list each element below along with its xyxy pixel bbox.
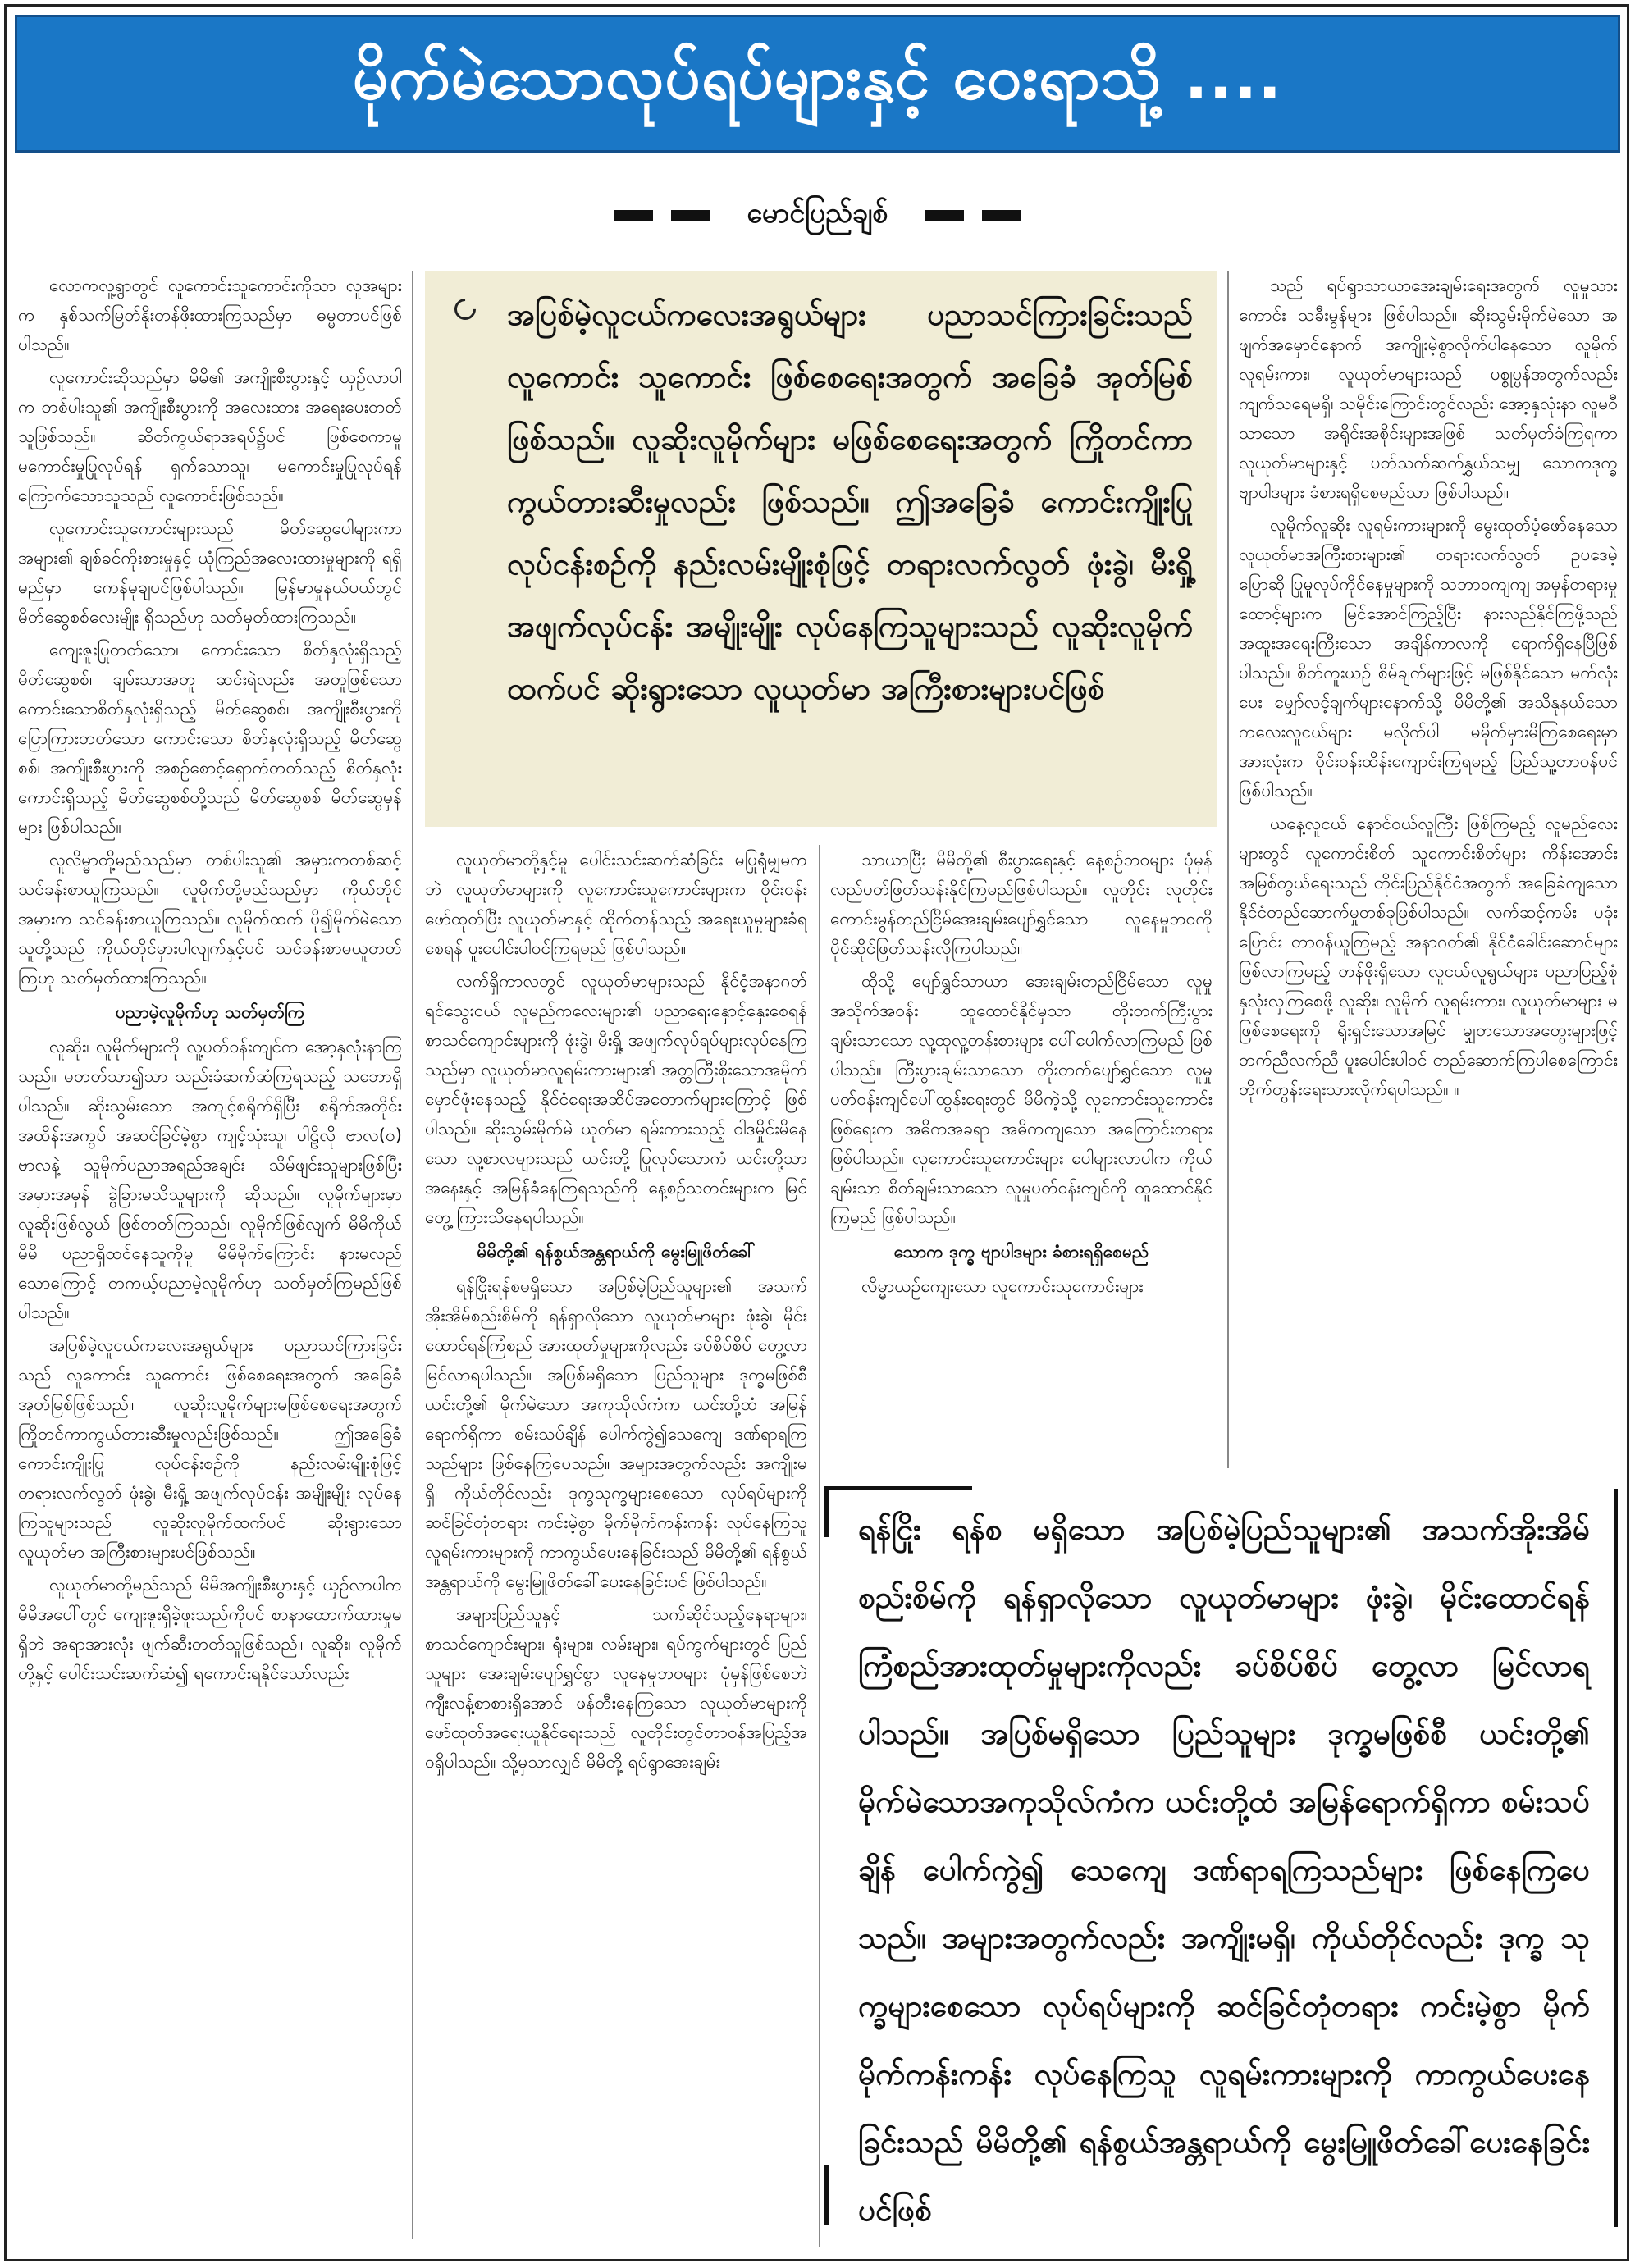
body-paragraph: အများပြည်သူနှင့် သက်ဆိုင်သည့်နေရာများ၊ စာသင်ကျောင်းများ၊ ရုံးများ၊ လမ်းများ၊ ရပ်ကွက်များတွင် ပြည်သူများ အေးချမ်းပျော်ရွှင်စွာ လူနေမှုဘဝများ ပုံမှန်ဖြစ်စေဘဲ ကျီးလန့်စာစားရှိအောင် ဖန်တီးနေကြသော လူယုတ်မာများကို ဖော်ထုတ်အရေးယူနိုင်ရေးသည် လူတိုင်းတွင်တာဝန်အပြည့်အဝရှိပါသည်။ သို့မှသာလျှင် မိမိတို့ ရပ်ရွာအေးချမ်း	[425, 1604, 807, 1772]
subheading: ပညာမဲ့လူမိုက်ဟု သတ်မှတ်ကြ	[115, 1002, 305, 1022]
column-divider	[1227, 271, 1229, 1468]
body-paragraph: လူကောင်းသူကောင်းများသည် မိတ်ဆွေပေါများကာ အများ၏ ချစ်ခင်ကိုးစားမှုနှင့် ယုံကြည်အလေးထားမှုများကို ရရှိမည်မှာ ကေန်မုချပင်ဖြစ်ပါသည်။ မြန်မာမှုနယ်ပယ်တွင် မိတ်ဆွေစစ်လေးမျိုး ရှိသည်ဟု သတ်မှတ်ထားကြသည်။	[18, 518, 402, 627]
body-paragraph: လူကောင်းဆိုသည်မှာ မိမိ၏ အကျိုးစီးပွားနှင့် ယှဉ်လာပါက တစ်ပါးသူ၏ အကျိုးစီးပွားကို အလေးထား အရေးပေးတတ်သူဖြစ်သည်။ ဆိတ်ကွယ်ရာအရပ်၌ပင် ဖြစ်စေကာမူ မကောင်းမှုပြုလုပ်ရန် ရှက်သောသူ၊ မကောင်းမှုပြုလုပ်ရန် ကြောက်သောသူသည် လူကောင်းဖြစ်သည်။	[18, 367, 402, 505]
pull-quote-text: ရန်ငြိုး ရန်စ မရှိသော အပြစ်မဲ့ပြည်သူများ၏ အသက်အိုးအိမ်စည်းစိမ်ကို ရန်ရှာလိုသော လူယုတ်မာများ ဖုံးခွဲ၊ မိုင်းထောင်ရန်ကြံစည်အားထုတ်မှုများကိုလည်း ခပ်စိပ်စိပ် တွေ့လာ မြင်လာရပါသည်။ အပြစ်မရှိသော ပြည်သူများ ဒုက္ခမဖြစ်စီ ယင်းတို့၏ မိုက်မဲသောအကုသိုလ်ကံက ယင်းတို့ထံ အမြန်ရောက်ရှိကာ စမ်းသပ်ချိန် ပေါက်ကွဲ၍ သေကျေ ဒဏ်ရာရကြသည်များ ဖြစ်နေကြပေသည်။ အများအတွက်လည်း အကျိုးမရှိ၊ ကိုယ်တိုင်လည်း ဒုက္ခ သုက္ခများစေသော လုပ်ရပ်များကို ဆင်ခြင်တုံတရား ကင်းမဲ့စွာ မိုက်မိုက်ကန်းကန်း လုပ်နေကြသူ လူရမ်းကားများကို ကာကွယ်ပေးနေခြင်းသည် မိမိတို့၏ ရန်စွယ်အန္တရာယ်ကို မွေးမြူဖိတ်ခေါ်ပေးနေခြင်းပင်ဖြစ်	[858, 1512, 1590, 2227]
body-paragraph: အပြစ်မဲ့လူငယ်ကလေးအရွယ်များ ပညာသင်ကြားခြင်းသည် လူကောင်း သူကောင်း ဖြစ်စေရေးအတွက် အခြေခံအုတ်မြစ်ဖြစ်သည်။ လူဆိုးလူမိုက်များမဖြစ်စေရေးအတွက်ကြိုတင်ကာကွယ်တားဆီးမှုလည်းဖြစ်သည်။ ဤအခြေခံ ကောင်းကျိုးပြု လုပ်ငန်းစဉ်ကို နည်းလမ်းမျိုးစုံဖြင့် တရားလက်လွတ် ဖုံးခွဲ၊ မီးရှို့ အဖျက်လုပ်ငန်း အမျိုးမျိုး လုပ်နေကြသူများသည် လူဆိုးလူမိုက်ထက်ပင် ဆိုးရွားသော လူယုတ်မာ အကြီးစားများပင်ဖြစ်သည်။	[18, 1335, 402, 1562]
body-paragraph: ကျေးဇူးပြုတတ်သော၊ ကောင်းသော စိတ်နှလုံးရှိသည့် မိတ်ဆွေစစ်၊ ချမ်းသာအတူ ဆင်းရဲလည်း အတူဖြစ်သော ကောင်းသောစိတ်နှလုံးရှိသည့် မိတ်ဆွေစစ်၊ အကျိုးစီးပွားကို ပြောကြားတတ်သော ကောင်းသော စိတ်နှလုံးရှိသည့် မိတ်ဆွေစစ်၊ အကျိုးစီးပွားကို အစဉ်စောင့်ရှောက်တတ်သည့် စိတ်နှလုံးကောင်းရှိသည့် မိတ်ဆွေစစ်တို့သည် မိတ်ဆွေစစ် မိတ်ဆွေမှန်များ ဖြစ်ပါသည်။	[18, 640, 402, 837]
byline-dash	[925, 210, 964, 221]
body-paragraph: လူယုတ်မာတို့နှင့်မူ ပေါင်းသင်းဆက်ဆံခြင်း မပြုရုံမျှမကဘဲ လူယုတ်မာများကို လူကောင်းသူကောင်းများက ဝိုင်းဝန်းဖော်ထုတ်ပြီး လူယုတ်မာနှင့် ထိုက်တန်သည့် အရေးယူမှုများခံရစေရန် ပူးပေါင်းပါဝင်ကြရမည် ဖြစ်ပါသည်။	[425, 850, 807, 958]
body-paragraph: သည် ရပ်ရွာသာယာအေးချမ်းရေးအတွက် လူမှုသားကောင်း သခီးမွန်များ ဖြစ်ပါသည်။ ဆိုးသွမ်းမိုက်မဲသော အဖျက်အမှောင်နောက် အကျိုးမဲ့စွာလိုက်ပါနေသော လူမိုက်လူရမ်းကား၊ လူယုတ်မာများသည် ပစ္စုပ္ပန်အတွက်လည်း ကျက်သရေမရှိ၊ သမိုင်းကြောင်းတွင်လည်း အော့နှလုံးနာ လူမဝီသာသော အရိုင်းအစိုင်းများအဖြစ် သတ်မှတ်ခံကြရကာ လူယုတ်မာများနှင့် ပတ်သက်ဆက်နွှယ်သမျှ သောကဒုက္ခ ဗျာပါဒများ ခံစားရရှိစေမည်သာ ဖြစ်ပါသည်။	[1239, 276, 1618, 502]
body-paragraph: လက်ရှိကာလတွင် လူယုတ်မာများသည် နိုင်ငံ့အနာဂတ် ရင်သွေးငယ် လူမည်ကလေးများ၏ ပညာရေးနှောင့်နှေးစေရန် စာသင်ကျောင်းများကို ဖုံးခွဲ၊ မီးရှို့ အဖျက်လုပ်ရပ်များလုပ်နေကြသည်မှာ လူယုတ်မာလူရမ်းကားများ၏ အတ္တကြီးစိုးသောအမိုက်မှောင်ဖုံးနေသည့် နိုင်ငံရေးအဆိပ်အတောက်များကြောင့် ဖြစ်ပါသည်။ ဆိုးသွမ်းမိုက်မဲ ယုတ်မာ ရမ်းကားသည့် ဝါဒမှိုင်းမိနေသော လူ့စာလများသည် ယင်းတို့ ပြုလုပ်သောကံ ယင်းတို့သာ အနေးနှင့် အမြန်ခံနေကြရသည်ကို နေ့စဉ်သတင်းများက မြင်တွေ့ ကြားသိနေရပါသည်။	[425, 971, 807, 1227]
byline-dash	[982, 210, 1021, 221]
body-paragraph: လိမ္မာယဉ်ကျေးသော လူကောင်းသူကောင်းများ	[861, 1276, 1144, 1296]
column-2	[425, 845, 807, 2247]
pull-quote-bar	[824, 1486, 829, 1537]
column-1	[18, 271, 402, 2247]
body-paragraph: လူလိမ္မာတို့မည်သည်မှာ တစ်ပါးသူ၏ အမှားကတစ်ဆင့် သင်ခန်းစာယူကြသည်။ လူမိုက်တို့မည်သည်မှာ ကိုယ်တိုင်အမှားက သင်ခန်းစာယူကြသည်။ လူမိုက်ထက် ပို၍မိုက်မဲသောသူတို့သည် ကိုယ်တိုင်မှားပါလျက်နှင့်ပင် သင်ခန်းစာမယူတတ်ကြဟု သတ်မှတ်ထားကြသည်။	[18, 850, 402, 988]
highlight-box	[425, 271, 1217, 827]
column-divider	[819, 845, 820, 2247]
byline-dash	[614, 210, 653, 221]
subheading: သောက ဒုက္ခ ဗျာပါဒများ ခံစားရရှိစေမည်	[893, 1242, 1149, 1262]
column-divider	[412, 271, 413, 2239]
body-paragraph: လောကလူ့ရွာတွင် လူကောင်းသူကောင်းကိုသာ လူအများက နှစ်သက်မြတ်နိုးတန်ဖိုးထားကြသည်မှာ ဓမ္မတာပင်ဖြစ်ပါသည်။	[18, 276, 402, 354]
column-3	[830, 845, 1213, 1468]
column-4	[1239, 271, 1618, 1468]
body-paragraph: ယနေ့လူငယ် နောင်ဝယ်လူကြီး ဖြစ်ကြမည့် လူမည်လေးများတွင် လူကောင်းစိတ် သူကောင်းစိတ်များ ကိန်းအောင်းအမြစ်တွယ်ရေးသည် တိုင်းပြည်နိုင်ငံအတွက် အခြေခံကျသော နိုင်ငံတည်ဆောက်မှုတစ်ခုဖြစ်ပါသည်။ လက်ဆင့်ကမ်း ပခုံးပြောင်း တာဝန်ယူကြမည့် အနာဂတ်၏ နိုင်ငံခေါင်းဆောင်များ ဖြစ်လာကြမည့် တန်ဖိုးရှိသော လူငယ်လူရွယ်များ ပညာပြည့်စုံ နှလုံးလှကြစေဖို့ လူဆိုး၊ လူမိုက် လူရမ်းကား၊ လူယုတ်မာများ မဖြစ်စေရေးကို ရိုးရှင်းသောအမြင် မျှတသောအတွေးများဖြင့် တက်ညီလက်ညီ ပူးပေါင်းပါဝင် တည်ဆောက်ကြပါစေကြောင်း တိုက်တွန်းရေးသားလိုက်ရပါသည်။ ။	[1239, 814, 1618, 1099]
author-name: မောင်ပြည်ချစ်	[747, 196, 888, 230]
body-paragraph: လူမိုက်လူဆိုး လူရမ်းကားများကို မွေးထုတ်ပံ့ဖော်နေသော လူယုတ်မာအကြီးစားများ၏ တရားလက်လွတ် ဥပဒေမဲ့ ပြောဆို ပြုမူလုပ်ကိုင်နေမှုများကို သဘာဝကျကျ အမှန်တရားမှုထောင့်များက မြင်အောင်ကြည့်ပြီး နားလည်နိုင်ကြဖို့သည် အထူးအရေးကြီးသော အချိန်ကာလကို ရောက်ရှိနေပြီဖြစ်ပါသည်။ စိတ်ကူးယဉ် စိမ်ချက်များဖြင့် မဖြစ်နိုင်သော မက်လုံးပေး မျှော်လင့်ချက်များနောက်သို့ မိမိတို့၏ အသိနုနယ်သော ကလေးလူငယ်များ မလိုက်ပါ မမိုက်မှားမိကြစေရေးမှာ အားလုံးက ဝိုင်းဝန်းထိန်းကျောင်းကြရမည့် ပြည်သူ့တာဝန်ပင် ဖြစ်ပါသည်။	[1239, 515, 1618, 801]
body-paragraph: သာယာပြီး မိမိတို့၏ စီးပွားရေးနှင့် နေ့စဉ်ဘဝများ ပုံမှန်လည်ပတ်ဖြတ်သန်းနိုင်ကြမည်ဖြစ်ပါသည်။ လူတိုင်း လူတိုင်း ကောင်းမွန်တည်ငြိမ်အေးချမ်းပျော်ရွှင်သော လူနေမှုဘဝကို ပိုင်ဆိုင်ဖြတ်သန်းလိုကြပါသည်။	[830, 850, 1213, 958]
highlight-text: အပြစ်မဲ့လူငယ်ကလေးအရွယ်များ ပညာသင်ကြားခြင်းသည် လူကောင်း သူကောင်း ဖြစ်စေရေးအတွက် အခြေခံ အုတ်မြစ်ဖြစ်သည်။ လူဆိုးလူမိုက်များ မဖြစ်စေရေးအတွက် ကြိုတင်ကာကွယ်တားဆီးမှုလည်း ဖြစ်သည်။ ဤအခြေခံ ကောင်းကျိုးပြု လုပ်ငန်းစဉ်ကို နည်းလမ်းမျိုးစုံဖြင့် တရားလက်လွတ် ဖုံးခွဲ၊ မီးရှို့ အဖျက်လုပ်ငန်း အမျိုးမျိုး လုပ်နေကြသူများသည် လူဆိုးလူမိုက်ထက်ပင် ဆိုးရွားသော လူယုတ်မာ အကြီးစားများပင်ဖြစ်	[507, 297, 1193, 706]
pull-quote-bar	[824, 2165, 829, 2225]
title-banner	[15, 15, 1620, 153]
body-paragraph: လူယုတ်မာတို့မည်သည် မိမိအကျိုးစီးပွားနှင့် ယှဉ်လာပါက မိမိအပေါ်တွင် ကျေးဇူးရှိခဲ့ဖူးသည်ကိုပင် စာနာထောက်ထားမှုမရှိဘဲ အရာအားလုံး ဖျက်ဆီးတတ်သူဖြစ်သည်။ လူဆိုး၊ လူမိုက်တို့နှင့် ပေါင်းသင်းဆက်ဆံ၍ ရကောင်းရနိုင်သော်လည်း	[18, 1575, 402, 1683]
body-paragraph: ထိုသို့ ပျော်ရွှင်သာယာ အေးချမ်းတည်ငြိမ်သော လူမှုအသိုက်အဝန်း ထူထောင်နိုင်မှသာ တိုးတက်ကြီးပွားချမ်းသာသော လူ့ထုလူ့တန်းစားများ ပေါ်ပေါက်လာကြမည် ဖြစ်ပါသည်။ ကြီးပွားချမ်းသာသော တိုးတက်ပျော်ရွှင်သော လူမှုပတ်ဝန်းကျင်ပေါ်ထွန်းရေးတွင် မိမိကဲ့သို့ လူကောင်းသူကောင်းဖြစ်ရေးက အဓိကအခရာ အဓိကကျသော အကြောင်းတရားဖြစ်ပါသည်။ လူကောင်းသူကောင်းများ ပေါများလာပါက ကိုယ်ချမ်းသာ စိတ်ချမ်းသာသော လူမှုပတ်ဝန်းကျင်ကို ထူထောင်နိုင်ကြမည် ဖြစ်ပါသည်။	[830, 971, 1213, 1227]
pull-quote-box	[830, 1489, 1618, 2227]
subheading: မိမိတို့၏ ရန်စွယ်အန္တရာယ်ကို မွေးမြူဖိတ်ခေါ်	[477, 1242, 756, 1262]
body-paragraph: ရန်ငြိုးရန်စမရှိသော အပြစ်မဲ့ပြည်သူများ၏ အသက်အိုးအိမ်စည်းစိမ်ကို ရန်ရှာလိုသော လူယုတ်မာများ ဖုံးခွဲ၊ မိုင်းထောင်ရန်ကြံစည် အားထုတ်မှုများကိုလည်း ခပ်စိပ်စိပ် တွေ့လာမြင်လာရပါသည်။ အပြစ်မရှိသော ပြည်သူများ ဒုက္ခမဖြစ်စီ ယင်းတို့၏ မိုက်မဲသော အကုသိုလ်ကံက ယင်းတို့ထံ အမြန်ရောက်ရှိကာ စမ်းသပ်ချိန် ပေါက်ကွဲ၍သေကျေ ဒဏ်ရာရကြသည်များ ဖြစ်နေကြပေသည်။ အများအတွက်လည်း အကျိုးမရှိ၊ ကိုယ်တိုင်လည်း ဒုက္ခသုက္ခများစေသော လုပ်ရပ်များကို ဆင်ခြင်တုံတရား ကင်းမဲ့စွာ မိုက်မိုက်ကန်းကန်း လုပ်နေကြသူ လူရမ်းကားများကို ကာကွယ်ပေးနေခြင်းသည် မိမိတို့၏ ရန်စွယ်အန္တရာယ်ကို မွေးမြူဖိတ်ခေါ်ပေးနေခြင်းပင် ဖြစ်ပါသည်။	[425, 1276, 807, 1591]
byline-dash	[671, 210, 710, 221]
page-title: မိုက်မဲသောလုပ်ရပ်များနှင့် ဝေးရာသို့ ....	[352, 40, 1283, 113]
byline	[0, 190, 1635, 240]
body-paragraph: လူဆိုး၊ လူမိုက်များကို လူ့ပတ်ဝန်းကျင်က အော့နှလုံးနာကြသည်။ မတတ်သာ၍သာ သည်းခံဆက်ဆံကြရသည့် သဘောရှိပါသည်။ ဆိုးသွမ်းသော အကျင့်စရိုက်ရှိပြီး စရိုက်အတိုင်း အထိန်းအကွပ် အဆင်ခြင်မဲ့စွာ ကျင့်သုံးသူ၊ ပါဠိလို ဗာလ(ဝ) ဗာလနဲ့ သူမိုက်ပညာအရည်အချင်း သိမ်ဖျင်းသူများဖြစ်ပြီး အမှားအမှန် ခွဲခြားမသိသူများကို ဆိုသည်။ လူမိုက်များမှာ လူဆိုးဖြစ်လွယ် ဖြစ်တတ်ကြသည်။ လူမိုက်ဖြစ်လျက် မိမိကိုယ်မိမိ ပညာရှိထင်နေသူကိုမူ မိမိမိုက်ကြောင်း နားမလည်သောကြောင့် တကယ့်ပညာမဲ့လူမိုက်ဟု သတ်မှတ်ကြမည်ဖြစ်ပါသည်။	[18, 1037, 402, 1322]
bullet-icon	[450, 294, 481, 325]
